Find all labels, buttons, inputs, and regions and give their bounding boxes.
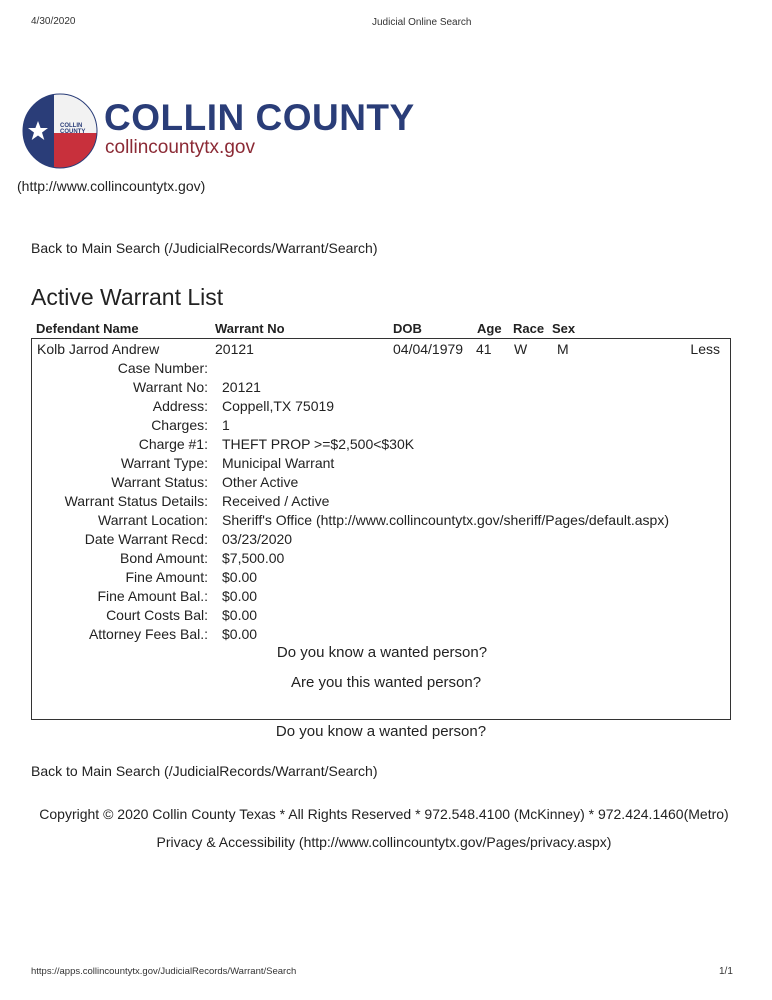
race: W [514,341,528,357]
know-wanted-person-link-outer[interactable]: Do you know a wanted person? [275,723,487,740]
detail-charges: Charges: 1 [151,417,230,433]
sex: M [557,341,569,357]
seal-text: COLLIN COUNTY [60,123,86,135]
detail-warrant-status: Warrant Status: Other Active [111,474,299,490]
col-header-sex: Sex [552,321,576,336]
detail-date-warrant-recd: Date Warrant Recd: 03/23/2020 [84,531,293,547]
privacy-link[interactable]: Privacy & Accessibility (http://www.collincountytx.gov/Pages/privacy.aspx) [156,834,612,850]
col-header-defendant-name: Defendant Name [36,321,139,336]
col-header-dob: DOB [393,321,422,336]
logo-url[interactable]: (http://www.collincountytx.gov) [17,178,206,194]
detail-address: Address: Coppell,TX 75019 [152,398,335,414]
warrant-no: 20121 [215,341,254,357]
less-toggle-link[interactable]: Less [690,341,720,357]
back-to-search-link-bottom[interactable]: Back to Main Search (/JudicialRecords/Warrant/Search) [31,763,378,779]
back-to-search-link[interactable]: Back to Main Search (/JudicialRecords/Warrant/Search) [31,240,378,256]
county-logo[interactable] [22,93,415,171]
col-header-warrant-no: Warrant No [215,321,285,336]
detail-case-number: Case Number: [117,360,208,376]
age: 41 [476,341,492,357]
page-title: Active Warrant List [31,284,224,310]
print-date: 4/30/2020 [31,16,76,27]
warrant-location-link[interactable]: Sheriff's Office (http://www.collincountytx.gov/sheriff/Pages/default.aspx) [222,512,670,528]
logo-subtitle: collincountytx.gov [105,137,255,158]
print-url: https://apps.collincountytx.gov/JudicialRecords/Warrant/Search [31,966,297,977]
detail-charge-1: Charge #1: THEFT PROP >=$2,500<$30K [138,436,415,452]
detail-fine-amount: Fine Amount: $0.00 [125,569,258,585]
detail-court-costs-bal: Court Costs Bal: $0.00 [106,607,258,623]
detail-warrant-no: Warrant No: 20121 [133,379,261,395]
table-row [32,341,732,360]
detail-bond-amount: Bond Amount: $7,500.00 [120,550,285,566]
detail-warrant-type: Warrant Type: Municipal Warrant [120,455,335,471]
col-header-age: Age [477,321,502,336]
detail-warrant-location: Warrant Location: Sheriff's Office (http://www.collincountytx.gov/sheriff/Pages/default.aspx) [98,512,670,528]
print-title: Judicial Online Search [372,17,472,28]
logo-title: COLLIN COUNTY [104,97,415,138]
print-page-number: 1/1 [719,966,733,977]
dob: 04/04/1979 [393,341,464,357]
warrant-detail-box [31,338,731,720]
col-header-race: Race [513,321,545,336]
detail-warrant-status-details: Warrant Status Details: Received / Active [64,493,330,509]
detail-attorney-fees-bal: Attorney Fees Bal.: $0.00 [88,626,258,642]
detail-fine-amount-bal: Fine Amount Bal.: $0.00 [97,588,258,604]
are-you-wanted-person-link[interactable]: Are you this wanted person? [290,674,482,691]
copyright-text: Copyright © 2020 Collin County Texas * All Rights Reserved * 972.548.4100 (McKinney) * 972.424.1460(Metro) [39,806,729,822]
defendant-name: Kolb Jarrod Andrew [37,341,160,357]
know-wanted-person-link[interactable]: Do you know a wanted person? [276,644,488,661]
